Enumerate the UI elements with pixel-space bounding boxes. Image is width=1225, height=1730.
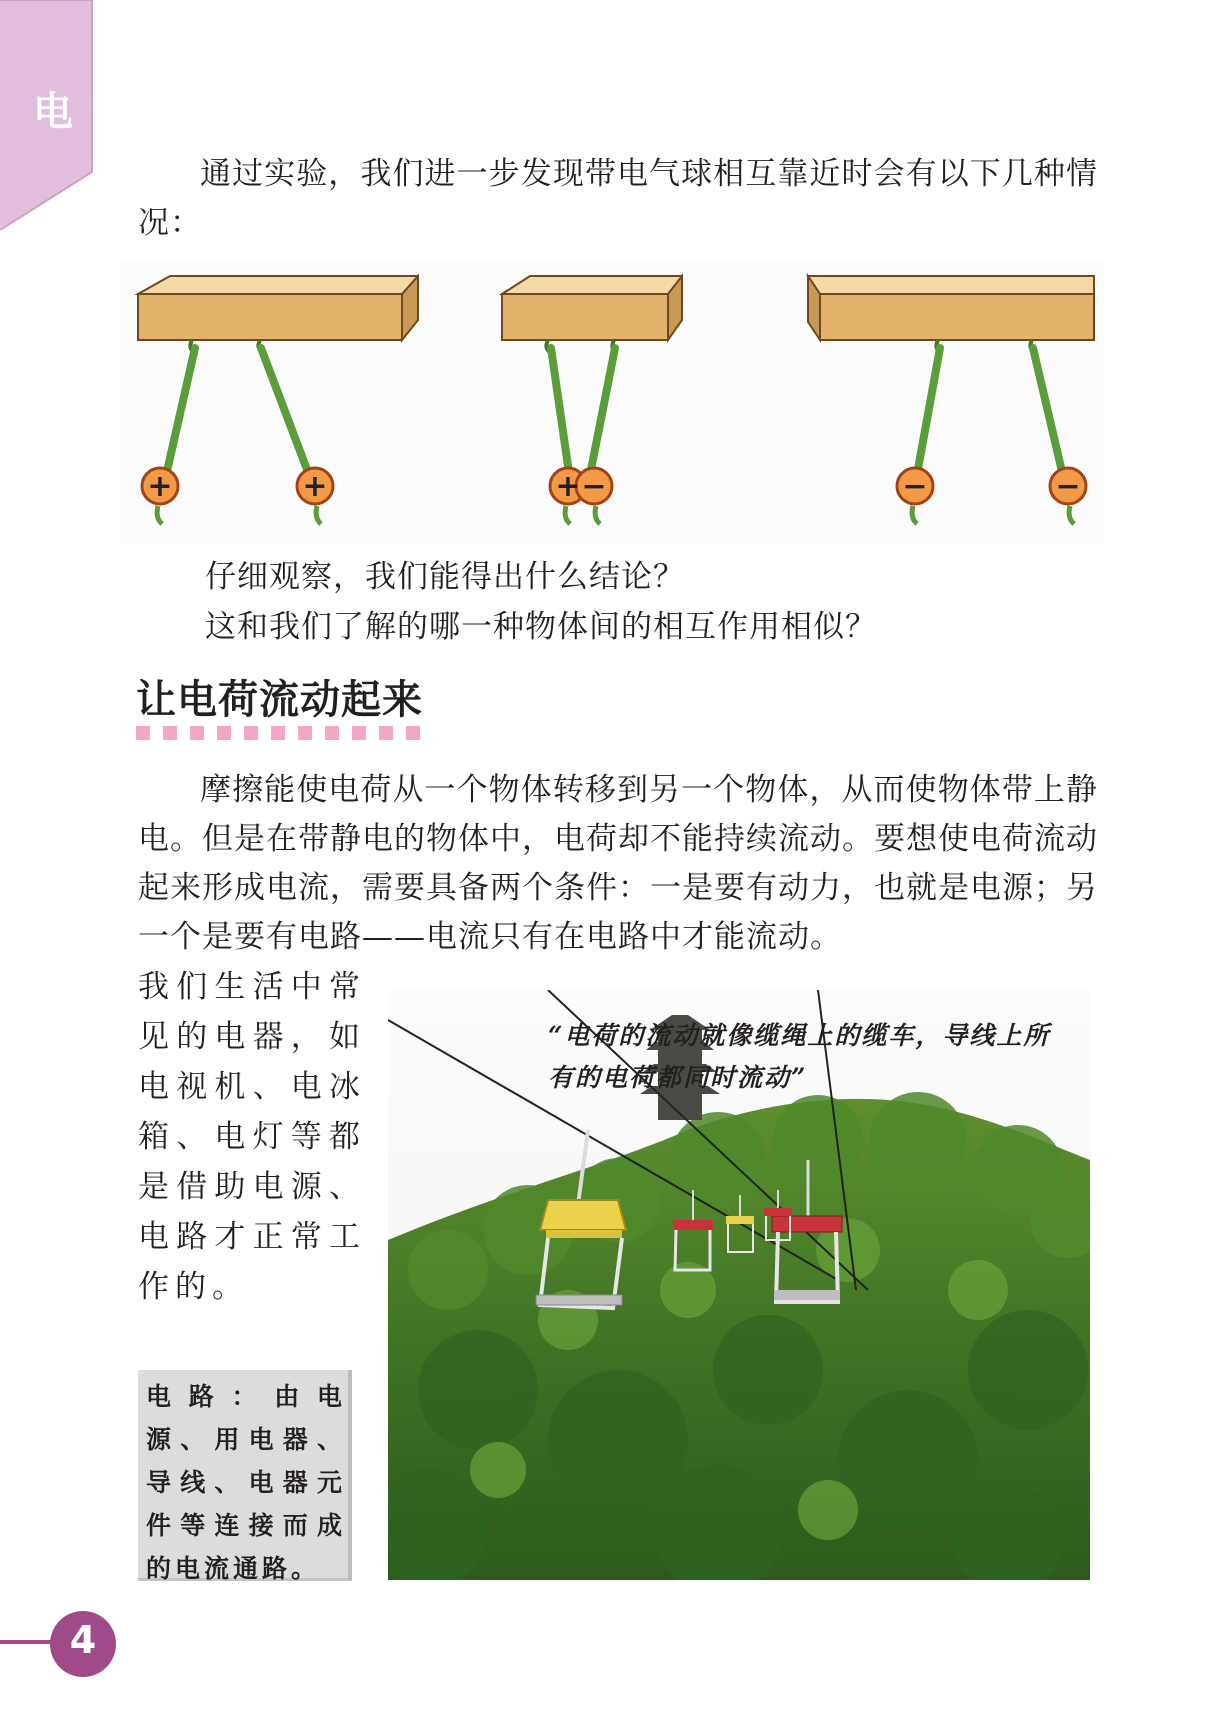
photo-caption: “电荷的流动就像缆绳上的缆车，导线上所有的电荷都同时流动” [548, 1021, 1051, 1092]
charge-sign: + [302, 469, 328, 504]
charged-balloon-diagram [120, 262, 1105, 544]
charge-sign: − [902, 469, 928, 504]
main-paragraph: 摩擦能使电荷从一个物体转移到另一个物体，从而使物体带上静电。但是在带静电的物体中，电荷却不能持续流动。要想使电荷流动起来形成电流，需要具备两个条件：一是要有动力，也就是电源；另一个是要有电路——电流只有在电路中才能流动。 [138, 772, 1098, 955]
side-paragraph: 我们生活中常见的电器，如电视机、电冰箱、电灯等都是借助电源、电路才正常工作的。 [138, 969, 366, 1305]
charge-sign: + [555, 469, 581, 504]
circuit-definition: 电路：由电源、用电器、导线、电器元件等连接而成的电流通路。 [146, 1382, 346, 1583]
charge-sign: − [1055, 469, 1081, 504]
heading-dotted-underline [136, 726, 426, 740]
page-number: 4 [69, 1618, 97, 1662]
question-conclusion: 仔细观察，我们能得出什么结论？ [205, 559, 685, 595]
question-similarity: 这和我们了解的哪一种物体间的相互作用相似？ [205, 609, 877, 645]
intro-paragraph: 通过实验，我们进一步发现带电气球相互靠近时会有以下几种情况： [138, 156, 1098, 241]
chapter-tab-label: 电 [33, 89, 73, 135]
charge-sign: − [581, 469, 607, 504]
section-heading: 让电荷流动起来 [136, 677, 423, 723]
charge-sign: + [147, 469, 173, 504]
